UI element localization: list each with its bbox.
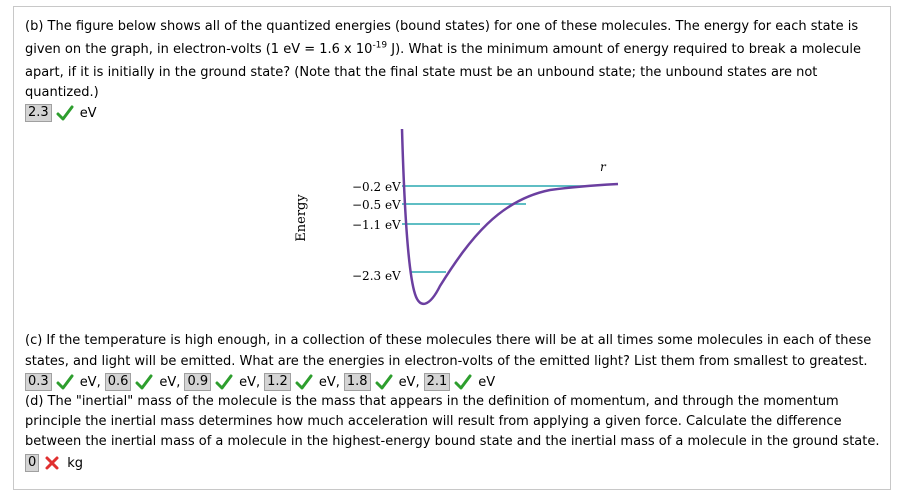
partc-answer-field-3[interactable]: 0.9 (184, 373, 211, 391)
partc-answer-field-4[interactable]: 1.2 (264, 373, 291, 391)
partb-text-3: apart, if it is initially in the ground state? (Note that the final state must be an unbound state; the unbound states are not (25, 65, 818, 80)
partc-unit-3: eV, (239, 374, 261, 390)
partc-answer-field-6[interactable]: 2.1 (424, 373, 451, 391)
partd-answer-field[interactable]: 0 (25, 454, 39, 472)
level-label-4: −2.3 eV (352, 269, 401, 283)
partc-answer-field-1[interactable]: 0.3 (25, 373, 52, 391)
partb-text-1: (b) The figure below shows all of the quantized energies (bound states) for one of these molecules. The energy for each state is (25, 19, 859, 34)
check-icon (56, 374, 74, 390)
cross-icon (43, 455, 61, 471)
check-icon (375, 374, 393, 390)
partd-text-3: between the inertial mass of a molecule in the highest-energy bound state and the inertial mass of a molecule in the ground state. (25, 434, 880, 449)
partb-answer-field[interactable]: 2.3 (25, 104, 52, 122)
partd-unit: kg (67, 455, 84, 471)
partc-text-1: (c) If the temperature is high enough, in a collection of these molecules there will be at all times some molecules in each of these (25, 333, 872, 348)
check-icon (135, 374, 153, 390)
partb-text-4: quantized.) (25, 85, 99, 100)
energy-axis-label: Energy (294, 194, 309, 242)
check-icon (454, 374, 472, 390)
partc-unit-4: eV, (318, 374, 340, 390)
check-icon (295, 374, 313, 390)
partc-unit-5: eV, (398, 374, 420, 390)
partd-text-2: principle the inertial mass determines how much acceleration will result from applying a given force. Calculate the difference (25, 414, 842, 429)
partc-answer-field-2[interactable]: 0.6 (105, 373, 132, 391)
partb-text-2: given on the graph, in electron-volts (1 eV = 1.6 x $10^{-19}$ J). What is the minimum amount of energy required to break a molecule (25, 40, 861, 57)
partb-unit: eV (79, 105, 97, 121)
partc-unit-1: eV, (79, 374, 101, 390)
partd-text-1: (d) The "inertial" mass of the molecule is the mass that appears in the definition of momentum, and through the momentum (25, 394, 839, 409)
check-icon (215, 374, 233, 390)
partd-answer-row (25, 453, 87, 473)
r-axis-label: r (600, 160, 606, 174)
partc-answer-field-5[interactable]: 1.8 (344, 373, 371, 391)
partc-unit-2: eV, (159, 374, 181, 390)
potential-curve (402, 129, 618, 304)
partc-unit-6: eV (478, 374, 496, 390)
level-label-3: −1.1 eV (352, 218, 401, 232)
partc-answer-row (25, 372, 499, 392)
partc-text-2: states, and light will be emitted. What are the energies in electron-volts of the emitted light? List them from smallest to greatest. (25, 354, 868, 369)
level-label-1: −0.2 eV (352, 180, 401, 194)
level-label-2: −0.5 eV (352, 198, 401, 212)
